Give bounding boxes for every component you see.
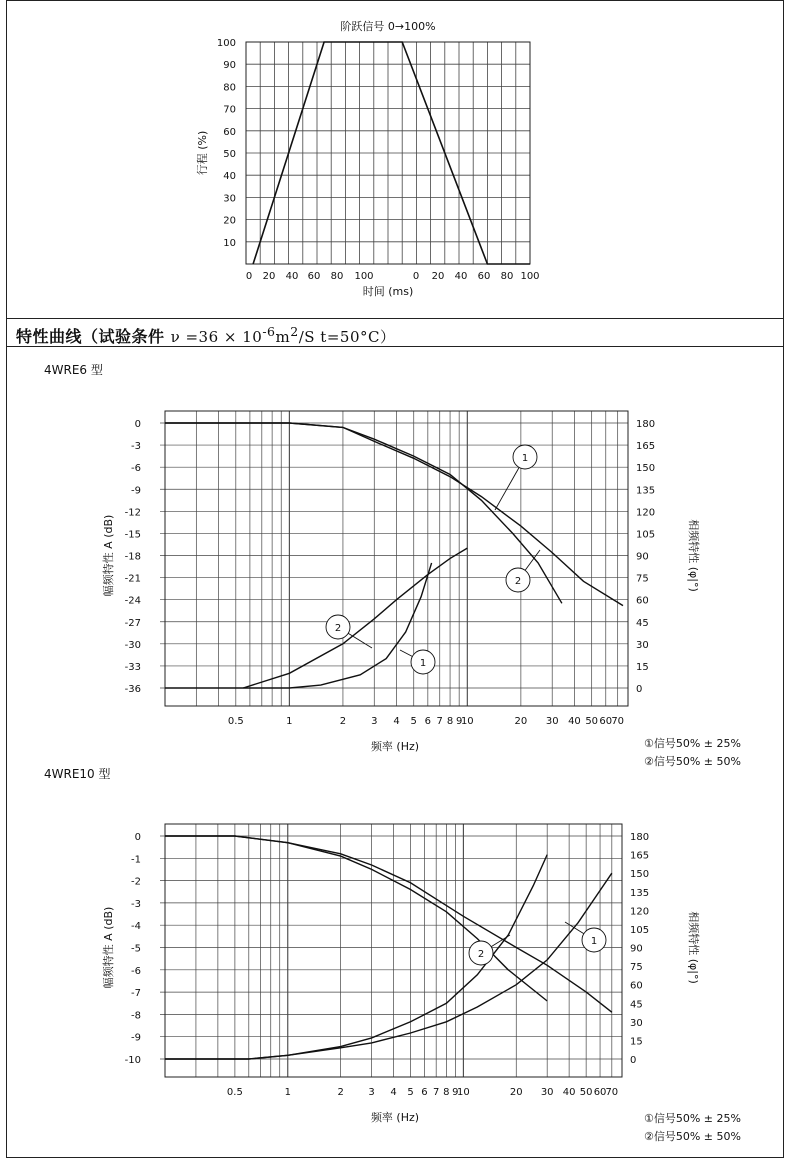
bode-chart-4wre10 (0, 800, 790, 1150)
section-title (16, 324, 395, 347)
x-tick-label: 30 (545, 716, 559, 727)
chart-title: 阶跃信号 0→100% (340, 20, 436, 33)
right-tick-label: 75 (630, 962, 643, 974)
x-tick-label: 40 (568, 716, 581, 727)
y-tick-label: 80 (223, 82, 236, 94)
right-tick-label: 90 (630, 943, 643, 955)
y-axis-title: 行程 (%) (196, 130, 209, 176)
curve-marker-label: 2 (334, 623, 342, 634)
x-tick-label: 3 (368, 1087, 375, 1098)
right-tick-label: 30 (636, 639, 649, 651)
left-tick-label: -21 (124, 573, 141, 585)
left-tick-label: -2 (131, 876, 141, 888)
right-tick-label: 15 (636, 661, 649, 673)
x-tick-label: 0 (245, 271, 253, 282)
x-tick-label: 80 (330, 271, 344, 282)
right-axis-title: 相频特性 (φ|°) (687, 911, 700, 984)
left-tick-label: -27 (124, 617, 141, 629)
left-tick-label: -24 (124, 595, 141, 607)
x-tick-label: 5 (410, 716, 417, 727)
y-tick-label: 20 (223, 215, 236, 227)
legend-item-2: ②信号50% ± 50% (644, 1130, 741, 1143)
curve-marker-label: 2 (477, 949, 485, 960)
x-tick-label: 3 (371, 716, 378, 727)
x-tick-label: 6 (424, 716, 432, 727)
left-tick-label: -3 (131, 441, 141, 453)
right-tick-label: 30 (630, 1017, 643, 1029)
x-tick-label: 50 (579, 1087, 593, 1098)
x-tick-label: 70 (611, 716, 625, 727)
step-response-chart (0, 0, 790, 318)
x-tick-label: 5 (407, 1087, 414, 1098)
left-tick-label: -33 (124, 661, 141, 673)
x-tick-label: 0.5 (226, 1087, 243, 1098)
left-tick-label: -8 (131, 1010, 141, 1022)
left-tick-label: -12 (124, 507, 141, 519)
x-tick-label: 100 (520, 271, 540, 282)
right-tick-label: 60 (636, 595, 649, 607)
x-tick-label: 10 (460, 716, 474, 727)
left-axis-title: 幅频特性 A (dB) (102, 906, 115, 989)
x-tick-label: 100 (354, 271, 374, 282)
y-tick-label: 50 (223, 149, 236, 160)
right-tick-label: 165 (636, 441, 656, 453)
x-tick-label: 40 (454, 271, 468, 282)
left-tick-label: -9 (131, 485, 141, 497)
test-conditions: $\nu =36 \times 10^{-6}m^2/S$ t=50°C） (170, 324, 396, 346)
right-tick-label: 105 (630, 924, 650, 936)
x-tick-label: 20 (431, 271, 445, 282)
x-tick-label: 20 (509, 1087, 523, 1098)
curve-marker-label: 1 (521, 453, 529, 464)
legend-item-1: ①信号50% ± 25% (644, 737, 741, 750)
y-tick-label: 40 (223, 171, 236, 183)
right-tick-label: 165 (630, 850, 650, 862)
left-tick-label: -18 (124, 551, 141, 563)
y-tick-label: 60 (223, 126, 236, 138)
x-tick-label: 4 (393, 716, 400, 727)
left-tick-label: -7 (131, 988, 141, 1000)
left-tick-label: 0 (134, 832, 141, 843)
x-tick-label: 8 (443, 1087, 450, 1098)
x-tick-label: 2 (337, 1087, 344, 1098)
right-tick-label: 120 (636, 507, 656, 519)
legend-4wre10 (644, 1110, 741, 1146)
x-tick-label: 9 (452, 1087, 459, 1098)
x-tick-label: 7 (436, 716, 443, 727)
x-tick-label: 20 (514, 716, 528, 727)
x-tick-label: 8 (446, 716, 454, 727)
left-tick-label: -9 (131, 1032, 141, 1044)
curve-phase-1 (165, 563, 432, 688)
x-tick-label: 80 (500, 271, 514, 282)
y-tick-label: 100 (216, 38, 236, 49)
right-tick-label: 15 (630, 1036, 643, 1048)
x-tick-label: 70 (605, 1087, 619, 1098)
left-tick-label: -1 (131, 854, 141, 866)
left-axis-title: 幅频特性 A (dB) (102, 514, 115, 597)
right-tick-label: 135 (630, 887, 650, 899)
curve-amplitude-1 (165, 836, 612, 1012)
x-tick-label: 7 (432, 1087, 440, 1098)
model-label-4wre10: 4WRE10 型 (44, 767, 111, 781)
curve-amplitude-2 (165, 423, 623, 606)
legend-item-2: ②信号50% ± 50% (644, 755, 741, 768)
right-tick-label: 45 (630, 999, 643, 1011)
x-tick-label: 2 (339, 716, 347, 727)
x-axis-title: 频率 (Hz) (370, 740, 420, 753)
right-tick-label: 180 (636, 419, 656, 430)
divider-top (6, 318, 784, 319)
x-tick-label: 1 (286, 716, 293, 727)
x-tick-label: 6 (421, 1087, 428, 1098)
right-tick-label: 180 (630, 832, 650, 843)
x-tick-label: 40 (285, 271, 299, 282)
right-tick-label: 60 (630, 980, 643, 992)
x-tick-label: 0 (412, 271, 420, 282)
left-tick-label: -36 (124, 684, 141, 695)
x-tick-label: 50 (585, 716, 599, 727)
right-tick-label: 135 (636, 485, 656, 497)
right-tick-label: 120 (630, 906, 650, 918)
x-tick-label: 0.5 (227, 716, 244, 727)
x-tick-label: 10 (457, 1087, 470, 1098)
left-tick-label: -3 (131, 898, 141, 910)
x-tick-label: 9 (455, 716, 463, 727)
model-label-4wre6: 4WRE6 型 (44, 363, 103, 377)
section-title-text: 特性曲线（试验条件 (16, 327, 165, 346)
curve-marker-label: 1 (419, 658, 427, 669)
legend-item-1: ①信号50% ± 25% (644, 1112, 741, 1125)
right-tick-label: 90 (636, 551, 649, 563)
left-tick-label: -6 (131, 965, 141, 977)
left-tick-label: -4 (131, 921, 141, 933)
right-tick-label: 105 (636, 529, 656, 541)
curve-marker-label: 2 (514, 576, 522, 587)
x-tick-label: 60 (593, 1087, 607, 1098)
right-tick-label: 0 (630, 1055, 637, 1066)
right-tick-label: 45 (636, 617, 649, 629)
x-tick-label: 20 (262, 271, 276, 282)
y-tick-label: 70 (223, 104, 236, 116)
curve-amplitude-1 (165, 423, 562, 603)
left-tick-label: -5 (131, 943, 141, 955)
x-tick-label: 40 (562, 1087, 576, 1098)
right-tick-label: 150 (636, 463, 656, 475)
right-tick-label: 75 (636, 573, 649, 585)
left-tick-label: 0 (134, 419, 141, 430)
x-axis-title: 时间 (ms) (362, 285, 414, 298)
left-tick-label: -10 (124, 1055, 141, 1066)
left-tick-label: -15 (124, 529, 141, 541)
curve-marker-label: 1 (590, 936, 598, 947)
right-tick-label: 150 (630, 869, 650, 881)
left-tick-label: -6 (131, 463, 141, 475)
x-axis-title: 频率 (Hz) (370, 1111, 420, 1124)
right-tick-label: 0 (636, 684, 643, 695)
x-tick-label: 30 (540, 1087, 554, 1098)
x-tick-label: 60 (307, 271, 321, 282)
x-tick-label: 1 (284, 1087, 291, 1098)
curve-amplitude-2 (165, 836, 547, 1001)
x-tick-label: 60 (477, 271, 491, 282)
left-tick-label: -30 (124, 639, 141, 651)
legend-4wre6 (644, 735, 741, 771)
x-tick-label: 60 (599, 716, 613, 727)
y-tick-label: 30 (223, 193, 236, 205)
y-tick-label: 90 (223, 60, 236, 72)
bode-chart-4wre6 (0, 380, 790, 760)
y-tick-label: 10 (223, 237, 236, 249)
right-axis-title: 相频特性 (φ|°) (687, 519, 700, 592)
x-tick-label: 4 (390, 1087, 397, 1098)
